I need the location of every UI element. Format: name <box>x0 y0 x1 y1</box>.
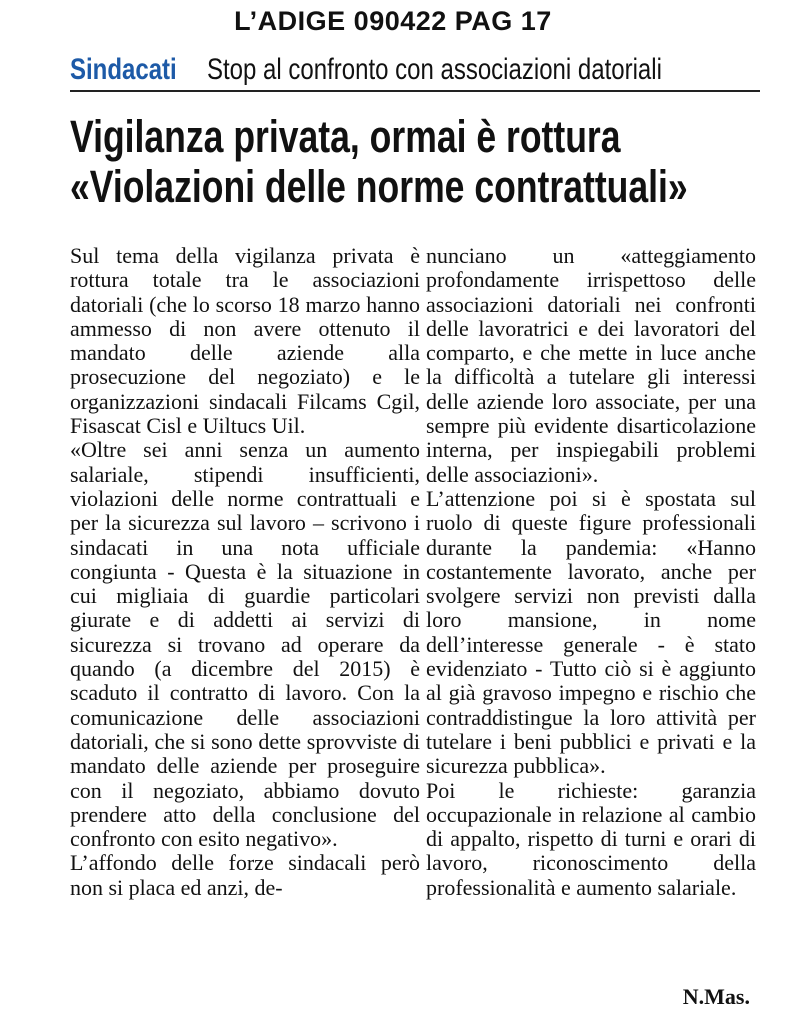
kicker-title: Stop al confronto con associazioni datoriali <box>207 53 663 86</box>
section-label: Sindacati <box>70 53 177 86</box>
article-paragraph: Sul tema della vigilanza privata è rottura totale tra le associazioni datoriali (che lo scorso 18 marzo hanno ammesso di non avere ottenuto il mandato delle aziende alla prosecuzione del negoziato) e le organizzazioni sindacali Filcams Cgil, Fisascat Cisl e Uiltucs Uil. <box>70 243 420 439</box>
author-signature: N.Mas. <box>682 984 750 1009</box>
newspaper-source-label: L’ADIGE 090422 PAG 17 <box>234 6 552 36</box>
article-column-right <box>426 244 756 900</box>
article-paragraph: L’affondo delle forze sindacali però non si placa ed anzi, de- <box>70 850 420 900</box>
article-column-left <box>70 244 420 900</box>
article-paragraph: nunciano un «atteggiamento profondamente irrispettoso delle associazioni datoriali nei confronti delle lavoratrici e dei lavoratori del comparto, e che mette in luce anche la difficoltà a tutelare gli interessi delle aziende loro associate, per una sempre più evidente disarticolazione interna, per inspiegabili problemi delle associazioni». <box>426 243 756 487</box>
headline <box>70 112 760 212</box>
kicker-bar <box>70 44 760 92</box>
article-paragraph: «Oltre sei anni senza un aumento salariale, stipendi insufficienti, violazioni delle norme contrattuali e per la sicurezza sul lavoro – scrivono i sindacati in una nota ufficiale congiunta - Questa è la situazione in cui migliaia di guardie particolari giurate e di addetti ai servizi di sicurezza si trovano ad operare da quando (a dicembre del 2015) è scaduto il contratto di lavoro. Con la comunicazione delle associazioni datoriali, che si sono dette sprovviste di mandato delle aziende per proseguire con il negoziato, abbiamo dovuto prendere atto della conclusione del confronto con esito negativo». <box>70 437 420 852</box>
article-paragraph: Poi le richieste: garanzia occupazionale in relazione al cambio di appalto, rispetto di turni e orari di lavoro, riconoscimento della professionalità e aumento salariale. <box>426 777 756 900</box>
article-paragraph: L’attenzione poi si è spostata sul ruolo di queste figure professionali durante la pandemia: «Hanno costantemente lavorato, anche per svolgere servizi non previsti dalla loro mansione, in nome dell’interesse generale - è stato evidenziato - Tutto ciò si è aggiunto al già gravoso impegno e rischio che contraddistingue la loro attività per tutelare i beni pubblici e privati e la sicurezza pubblica». <box>426 485 756 779</box>
headline-line-1: Vigilanza privata, ormai è rottura <box>70 111 621 162</box>
headline-line-2: «Violazioni delle norme contrattuali» <box>70 161 688 212</box>
